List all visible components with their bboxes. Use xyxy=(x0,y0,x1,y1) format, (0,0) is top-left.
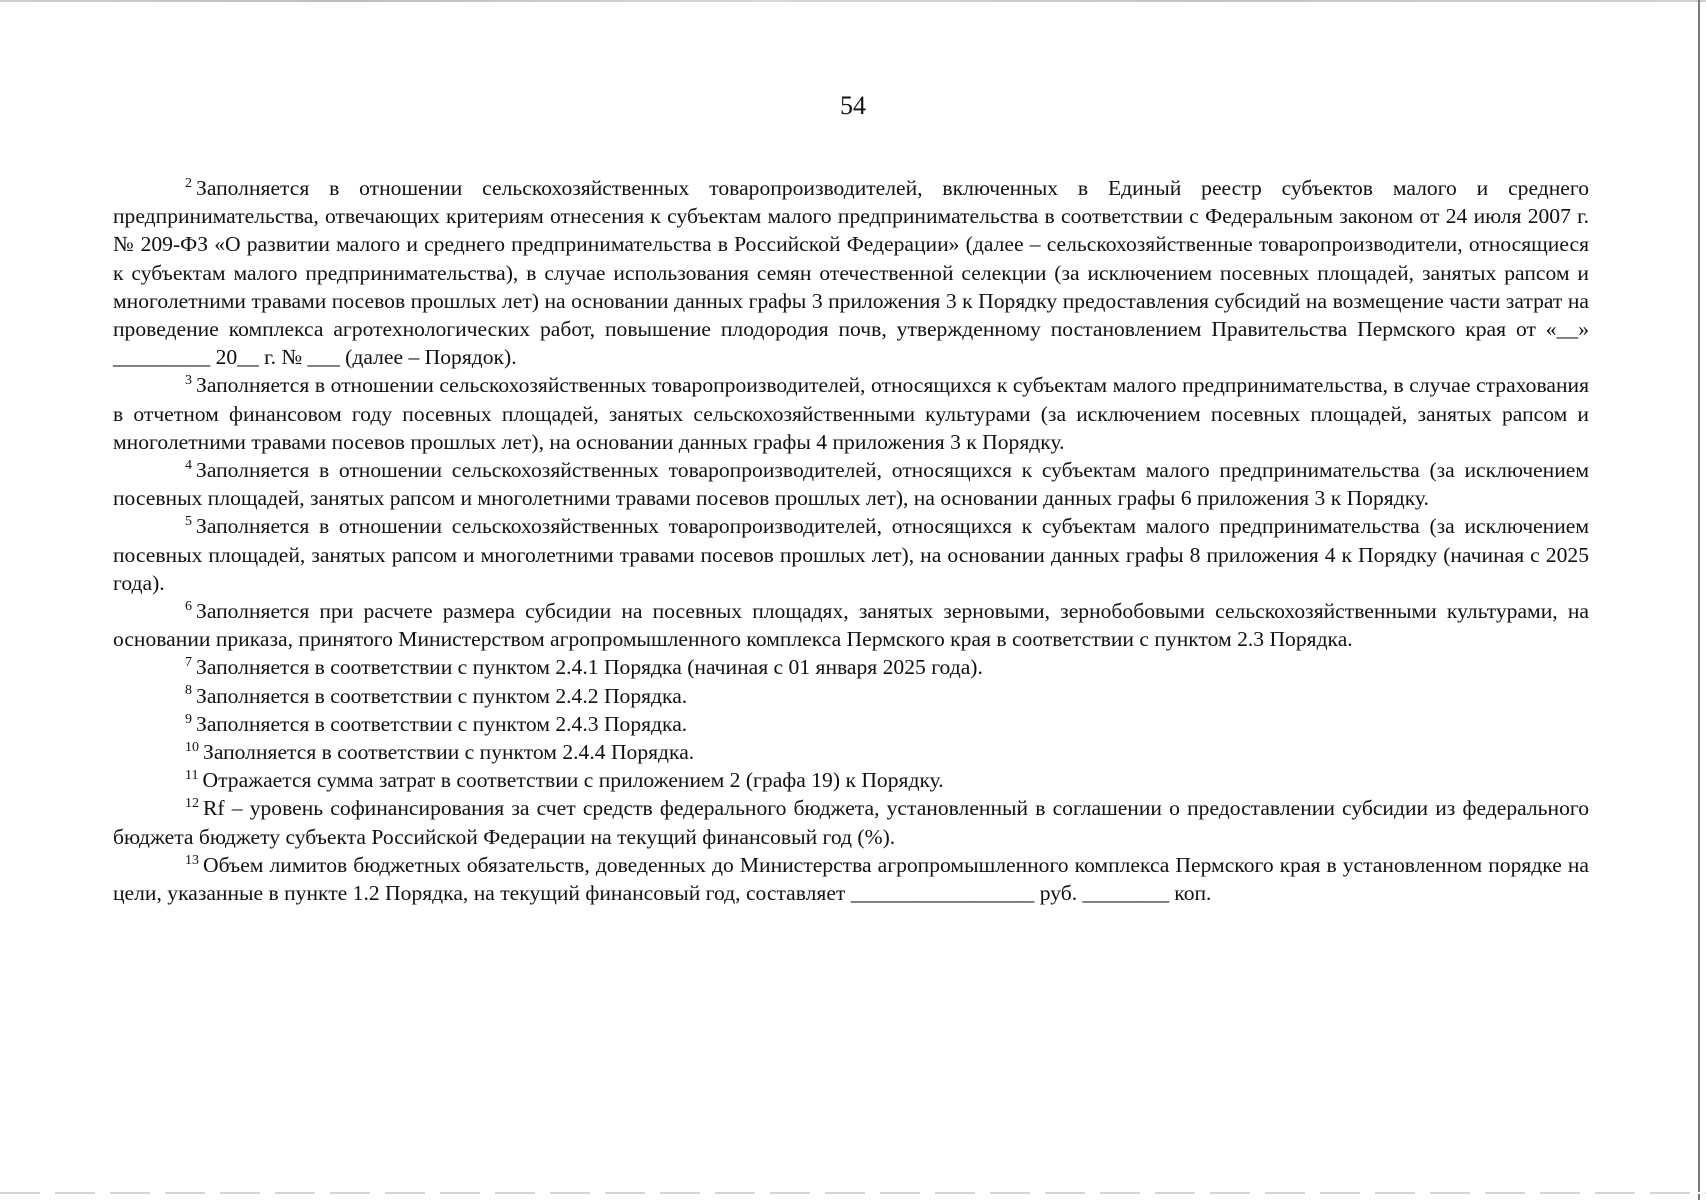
footnote-number: 5 xyxy=(185,514,192,530)
footnote xyxy=(113,794,1589,850)
footnote-text: Заполняется в соответствии с пунктом 2.4.1 Порядка (начиная с 01 января 2025 года). xyxy=(196,655,983,680)
footnote-number: 2 xyxy=(185,175,192,191)
footnote-number: 6 xyxy=(185,598,192,614)
footnote-text: Заполняется в отношении сельскохозяйственных товаропроизводителей, относящихся к субъектам малого предпринимательства, в случае страхования в отчетном финансовом году посевных площадей, занятых сельскохозяйственными культурами (за исключением посевных площадей, занятых рапсом и многолетними травами посевов прошлых лет), на основании данных графы 4 приложения 3 к Порядку. xyxy=(113,373,1589,454)
footnote-number: 8 xyxy=(185,683,192,699)
footnote-text: Заполняется в соответствии с пунктом 2.4.3 Порядка. xyxy=(196,711,688,736)
footnote xyxy=(113,682,1589,710)
scan-edge-top xyxy=(0,0,1706,2)
footnote-text: Заполняется в соответствии с пунктом 2.4.2 Порядка. xyxy=(196,683,688,708)
footnote-text: Отражается сумма затрат в соответствии с приложением 2 (графа 19) к Порядку. xyxy=(202,768,944,793)
footnote-text: Rf – уровень софинансирования за счет средств федерального бюджета, установленный в соглашении о предоставлении субсидии из федерального бюджета бюджету субъекта Российской Федерации на текущий финансовый год (%). xyxy=(113,796,1589,849)
footnote-text: Заполняется в отношении сельскохозяйственных товаропроизводителей, относящихся к субъектам малого предпринимательства (за исключением посевных площадей, занятых рапсом и многолетними травами посевов прошлых лет), на основании данных графы 8 приложения 4 к Порядку (начиная с 2025 года). xyxy=(113,514,1589,595)
footnote-number: 9 xyxy=(185,711,192,727)
scan-edge-right xyxy=(1698,0,1700,1200)
footnote xyxy=(113,371,1589,456)
footnote-number: 13 xyxy=(185,852,199,868)
footnote-number: 11 xyxy=(185,768,199,784)
footnote-text: Заполняется в отношении сельскохозяйственных товаропроизводителей, включенных в Единый реестр субъектов малого и среднего предпринимательства, отвечающих критериям отнесения к субъектам малого предпринимательства в соответствии с Федеральным законом от 24 июля 2007 г. № 209-ФЗ «О развитии малого и среднего предпринимательства в Российской Федерации» (далее – сельскохозяйственные товаропроизводители, относящиеся к субъектам малого предпринимательства), в случае использования семян отечественной селекции (за исключением посевных площадей, занятых рапсом и многолетними травами посевов прошлых лет) на основании данных графы 3 приложения 3 к Порядку предоставления субсидий на возмещение части затрат на проведение комплекса агротехнологических работ, повышение плодородия почв, утвержденному постановлением Правительства Пермского края от «__» _________ 20__ г. № ___ (далее – Порядок). xyxy=(113,176,1589,370)
footnote xyxy=(113,597,1589,653)
footnote-number: 12 xyxy=(185,796,199,812)
footnote xyxy=(113,456,1589,512)
footnote-number: 7 xyxy=(185,655,192,671)
page-number: 54 xyxy=(840,91,866,120)
footnote xyxy=(113,766,1589,794)
footnote-text: Заполняется в соответствии с пунктом 2.4.4 Порядка. xyxy=(203,740,695,765)
footnote xyxy=(113,653,1589,681)
footnote-number: 10 xyxy=(185,739,199,755)
footnote xyxy=(113,851,1589,907)
footnote-number: 4 xyxy=(185,457,192,473)
footnote-text: Заполняется при расчете размера субсидии на посевных площадях, занятых зерновыми, зернобобовыми сельскохозяйственными культурами, на основании приказа, принятого Министерством агропромышленного комплекса Пермского края в соответствии с пунктом 2.3 Порядка. xyxy=(113,599,1589,652)
footnote xyxy=(113,710,1589,738)
scan-edge-bottom xyxy=(0,1192,1706,1194)
footnote xyxy=(113,512,1589,597)
footnote-text: Заполняется в отношении сельскохозяйственных товаропроизводителей, относящихся к субъектам малого предпринимательства (за исключением посевных площадей, занятых рапсом и многолетними травами посевов прошлых лет), на основании данных графы 6 приложения 3 к Порядку. xyxy=(113,458,1589,511)
footnote xyxy=(113,174,1589,371)
footnotes-block xyxy=(113,174,1589,907)
footnote-number: 3 xyxy=(185,373,192,389)
footnote-text: Объем лимитов бюджетных обязательств, доведенных до Министерства агропромышленного комплекса Пермского края в установленном порядке на цели, указанные в пункте 1.2 Порядка, на текущий финансовый год, составляет _________________ руб. ________ коп. xyxy=(113,852,1589,906)
footnote xyxy=(113,738,1589,766)
